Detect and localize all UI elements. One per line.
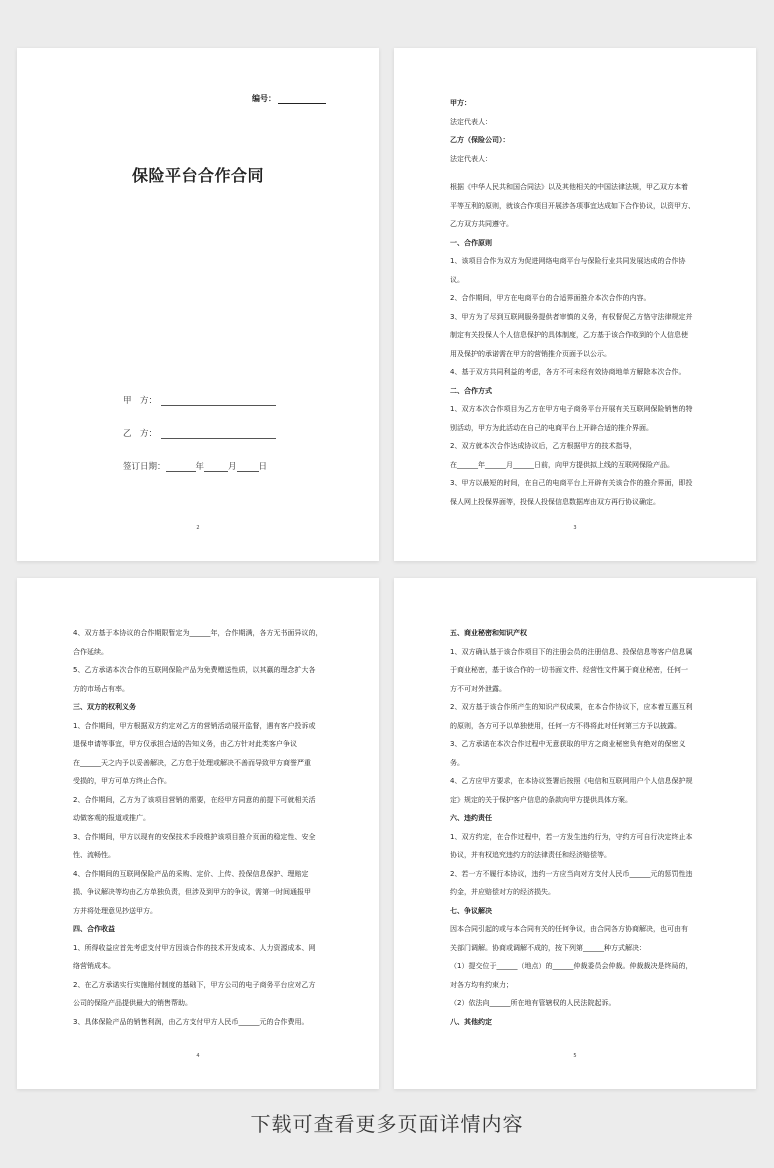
download-caption: 下载可查看更多页面详情内容 xyxy=(250,1112,524,1136)
text-line: 2、在乙方承诺实行实施赔付制度的基础下，甲方公司的电子商务平台应对乙方 xyxy=(73,980,316,989)
text-line: 定》规定的关于保护客户信息的条款向甲方提供具体方案。 xyxy=(450,795,632,804)
text-line: 2、合作期间，甲方在电商平台的合适界面推介本次合作的内容。 xyxy=(450,294,651,302)
page-2 xyxy=(394,48,756,561)
text-line: 合作延续。 xyxy=(73,647,108,656)
text-line: 3、具体保险产品的销售利润，由乙方支付甲方人民币______元的合作费用。 xyxy=(73,1017,309,1026)
section-heading: 六、违约责任 xyxy=(450,814,492,822)
text-line: 1、双方约定，在合作过程中，若一方发生违约行为，守约方可自行决定终止本 xyxy=(450,832,693,841)
contract-number-blank xyxy=(278,94,326,104)
text-line: 4、双方基于本协议的合作期限暂定为______年，合作期满，各方无书面异议的， xyxy=(73,629,323,637)
text-line: 方并将处理意见抄送甲方。 xyxy=(73,906,157,915)
sign-date-label: 签订日期： xyxy=(123,462,166,472)
text-line: 2、双方就本次合作达成协议后，乙方根据甲方的技术指导， xyxy=(450,442,637,450)
month-label: 月 xyxy=(228,462,237,472)
party-b-blank xyxy=(161,429,276,439)
page-number: 3 xyxy=(573,525,577,531)
page-3 xyxy=(17,578,379,1089)
party-a-blank xyxy=(161,396,276,406)
text-line: 乙方双方共同遵守。 xyxy=(450,220,513,228)
text-line: 1、合作期间，甲方根据双方约定对乙方的营销活动展开监督，遇有客户投诉或 xyxy=(73,721,316,730)
text-line: 对各方均有约束力； xyxy=(450,980,513,989)
page-4 xyxy=(394,578,756,1089)
text-line: 3、甲方为了尽到互联网服务提供者审慎的义务，有权督促乙方恪守法律规定并 xyxy=(450,312,693,321)
section-heading: 七、争议解决 xyxy=(450,906,492,915)
text-line: 2、双方基于该合作所产生的知识产权成果，在本合作协议下，应本着互惠互利 xyxy=(450,703,693,711)
day-blank xyxy=(237,462,259,472)
text-line: 受损的，甲方可单方终止合作。 xyxy=(73,777,171,785)
text-line: 4、合作期间的互联网保险产品的采购、定价、上传、投保信息保护、理赔定 xyxy=(73,869,309,878)
page-number: 4 xyxy=(196,1053,200,1059)
text-line: 络营销成本。 xyxy=(73,962,115,970)
page-body xyxy=(73,624,333,1031)
text-line: 在______天之内予以妥善解决，乙方怠于处理或解决不善而导致甲方商誉严重 xyxy=(73,758,311,767)
text-line: 动做客观的报道或推广。 xyxy=(73,814,150,822)
text-line: （1）提交位于______（地点）的______仲裁委员会仲裁。仲裁裁决是终局的， xyxy=(450,962,693,970)
section-heading: 一、合作原则 xyxy=(450,238,492,247)
text-line: 4、乙方应甲方要求，在本协议签署后按照《电信和互联网用户个人信息保护规 xyxy=(450,777,693,785)
text-line: 平等互利的原则，就该合作项目开展涉各项事宜达成如下合作协议，以资甲方、 xyxy=(450,201,695,210)
page-number: 2 xyxy=(196,525,200,531)
text-line: 法定代表人： xyxy=(450,154,492,163)
text-line: 退保申请等事宜，甲方仅承担合适的告知义务，由乙方针对此类客户争议 xyxy=(73,740,297,748)
text-line: 损、争议解决等均由乙方单独负责，但涉及到甲方的争议，需第一时间通报甲 xyxy=(73,888,311,896)
text-line: 公司的保险产品提供最大的销售帮助。 xyxy=(73,999,192,1007)
party-a-field xyxy=(123,394,276,406)
text-line: 制定有关投保人个人信息保护的具体制度，乙方基于该合作收到的个人信息使 xyxy=(450,331,688,339)
section-heading: 五、商业秘密和知识产权 xyxy=(450,629,527,637)
section-heading: 三、双方的权利义务 xyxy=(73,703,136,711)
text-line: 3、合作期间，甲方以现有的安保技术手段维护该项目推介页面的稳定性、安全 xyxy=(73,832,316,841)
document-title: 保险平台合作合同 xyxy=(131,166,264,185)
text-line: 议。 xyxy=(450,275,464,284)
text-line: 3、甲方以最短的时间，在自己的电商平台上开辟有关该合作的推介界面，即投 xyxy=(450,479,693,487)
text-line: 甲方： xyxy=(450,99,471,107)
section-heading: 四、合作收益 xyxy=(73,925,115,933)
page-number: 5 xyxy=(573,1053,577,1059)
text-line: 因本合同引起的或与本合同有关的任何争议，由合同各方协商解决，也可由有 xyxy=(450,925,688,933)
text-line: 在______年______月______日前，向甲方提供拟上线的互联网保险产品。 xyxy=(450,460,674,469)
text-line: 的原则，各方可予以单独使用，任何一方不得将此对任何第三方予以披露。 xyxy=(450,721,681,730)
text-line: 1、所得收益应首先考虑支付甲方因该合作的技术开发成本、人力资源成本、网 xyxy=(73,943,316,952)
party-a-label: 甲 方： xyxy=(123,396,158,406)
text-line: 乙方（保险公司）： xyxy=(450,136,510,144)
text-line: 2、若一方不履行本协议，违约一方应当向对方支付人民币______元的惩罚性违 xyxy=(450,869,693,878)
text-line: 1、该项目合作为双方为促进网络电商平台与保险行业共同发展达成的合作协 xyxy=(450,257,686,265)
page-body xyxy=(450,624,710,1031)
party-b-label: 乙 方： xyxy=(123,429,158,439)
text-line: 性、流畅性。 xyxy=(73,851,115,859)
page-cover xyxy=(17,48,379,561)
text-line: 5、乙方承诺本次合作的互联网保险产品为免费赠送性质，以其赢的理念扩大各 xyxy=(73,666,316,674)
page-body xyxy=(450,94,710,511)
text-line: 法定代表人： xyxy=(450,117,492,126)
day-label: 日 xyxy=(258,462,268,472)
party-b-field xyxy=(123,427,276,439)
text-line: 方不可对外泄露。 xyxy=(450,684,506,693)
section-heading: 二、合作方式 xyxy=(450,386,492,395)
month-blank xyxy=(204,462,228,472)
text-line: 4、基于双方共同利益的考虑，各方不可未经有效协商地单方解除本次合作。 xyxy=(450,368,686,376)
text-line: 协议，并有权追究违约方的法律责任和经济赔偿等。 xyxy=(450,851,611,859)
text-line: 务。 xyxy=(450,758,464,767)
text-line: 方的市场占有率。 xyxy=(73,684,129,693)
text-line: 3、乙方承诺在本次合作过程中无意获取的甲方之商业秘密负有绝对的保密义 xyxy=(450,740,686,748)
text-line: 根据《中华人民共和国合同法》以及其他相关的中国法律法规，甲乙双方本着 xyxy=(450,183,688,191)
text-line: 于商业秘密，基于该合作的一切书面文件、经营性文件属于商业秘密，任何一 xyxy=(450,666,688,674)
text-line: （2）依法向______所在地有管辖权的人民法院起诉。 xyxy=(450,999,616,1007)
contract-number-label: 编号： xyxy=(252,94,276,103)
text-line: 保人网上投保界面等，投保人投保信息数据库由双方再行协议确定。 xyxy=(450,497,660,506)
text-line: 别活动，甲方为此活动在自己的电商平台上开辟合适的推介界面。 xyxy=(450,423,653,432)
contract-number-field xyxy=(252,93,326,104)
section-heading: 八、其他约定 xyxy=(450,1017,492,1026)
sign-date-field xyxy=(123,460,267,472)
text-line: 1、双方本次合作项目为乙方在甲方电子商务平台开展有关互联网保险销售的特 xyxy=(450,405,693,413)
year-label: 年 xyxy=(195,462,205,472)
year-blank xyxy=(166,462,196,472)
text-line: 2、合作期间，乙方为了该项目营销的需要，在经甲方同意的前提下可就相关活 xyxy=(73,795,316,804)
text-line: 用及保护的承诺需在甲方的营销推介页面予以公示。 xyxy=(450,349,611,358)
text-line: 1、双方确认基于该合作项目下的注册会员的注册信息、投保信息等客户信息属 xyxy=(450,647,693,656)
text-line: 关部门调解。协商或调解不成的，按下列第______种方式解决： xyxy=(450,943,646,952)
text-line: 约金，并应赔偿对方的经济损失。 xyxy=(450,888,555,896)
